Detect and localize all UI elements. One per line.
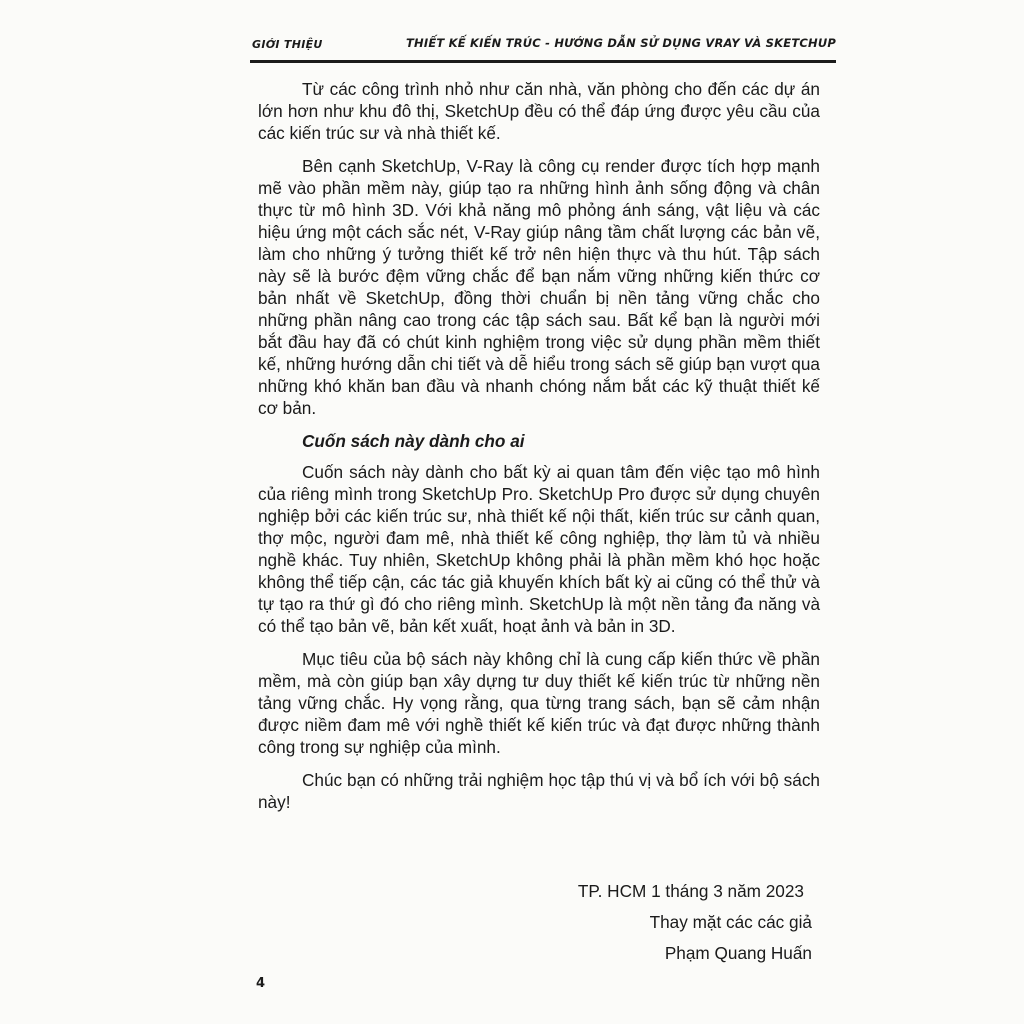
running-header-book-title: THIẾT KẾ KIẾN TRÚC - HƯỚNG DẪN SỬ DỤNG VRAY VÀ SKETCHUP bbox=[405, 36, 836, 50]
signature-date: TP. HCM 1 tháng 3 năm 2023 bbox=[577, 881, 804, 901]
paragraph: Chúc bạn có những trải nghiệm học tập thú vị và bổ ích với bộ sách này! bbox=[258, 770, 820, 812]
paragraph: Bên cạnh SketchUp, V-Ray là công cụ render được tích hợp mạnh mẽ vào phần mềm này, giúp tạo ra những hình ảnh sống động và chân thực từ mô hình 3D. Với khả năng mô phỏng ánh sáng, vật liệu và các hiệu ứng một cách sắc nét, V-Ray giúp nâng tầm chất lượng các bản vẽ, làm cho những ý tưởng thiết kế trở nên hiện thực và thu hút. Tập sách này sẽ là bước đệm vững chắc để bạn nắm vững những kiến thức cơ bản nhất về SketchUp, đồng thời chuẩn bị nền tảng vững chắc cho những phần nâng cao trong các tập sách sau. Bất kể bạn là người mới bắt đầu hay đã có chút kinh nghiệm trong việc sử dụng phần mềm thiết kế, những hướng dẫn chi tiết và dễ hiểu trong sách sẽ giúp bạn vượt qua những khó khăn ban đầu và nhanh chóng nắm bắt các kỹ thuật thiết kế cơ bản. bbox=[258, 156, 820, 418]
signature-author: Phạm Quang Huấn bbox=[664, 943, 812, 963]
paragraph: Cuốn sách này dành cho bất kỳ ai quan tâm đến việc tạo mô hình của riêng mình trong SketchUp Pro. SketchUp Pro được sử dụng chuyên nghiệp bởi các kiến trúc sư, nhà thiết kế nội thất, kiến trúc sư cảnh quan, thợ mộc, người đam mê, nhà thiết kế công nghiệp, thợ làm tủ và nhiều nghề khác. Tuy nhiên, SketchUp không phải là phần mềm khó học hoặc không thể tiếp cận, các tác giả khuyến khích bất kỳ ai cũng có thể thử và tự tạo ra thứ gì đó cho riêng mình. SketchUp là một nền tảng đa năng và có thể tạo bản vẽ, bản kết xuất, hoạt ảnh và bản in 3D. bbox=[258, 462, 820, 636]
paragraph: Mục tiêu của bộ sách này không chỉ là cung cấp kiến thức về phần mềm, mà còn giúp bạn xây dựng tư duy thiết kế kiến trúc từ những nền tảng vững chắc. Hy vọng rằng, qua từng trang sách, bạn sẽ cảm nhận được niềm đam mê với nghề thiết kế kiến trúc và đạt được những thành công trong sự nghiệp của mình. bbox=[258, 649, 820, 757]
page-number: 4 bbox=[256, 976, 266, 991]
signature-block bbox=[258, 876, 820, 969]
paragraph: Từ các công trình nhỏ như căn nhà, văn phòng cho đến các dự án lớn hơn như khu đô thị, SketchUp đều có thể đáp ứng được yêu cầu của các kiến trúc sư và nhà thiết kế. bbox=[258, 79, 820, 143]
section-heading: Cuốn sách này dành cho ai bbox=[302, 431, 525, 451]
header-divider bbox=[250, 60, 836, 63]
signature-on-behalf: Thay mặt các các giả bbox=[649, 912, 812, 932]
page-body bbox=[258, 78, 820, 824]
running-header-section: GIỚI THIỆU bbox=[252, 38, 323, 51]
